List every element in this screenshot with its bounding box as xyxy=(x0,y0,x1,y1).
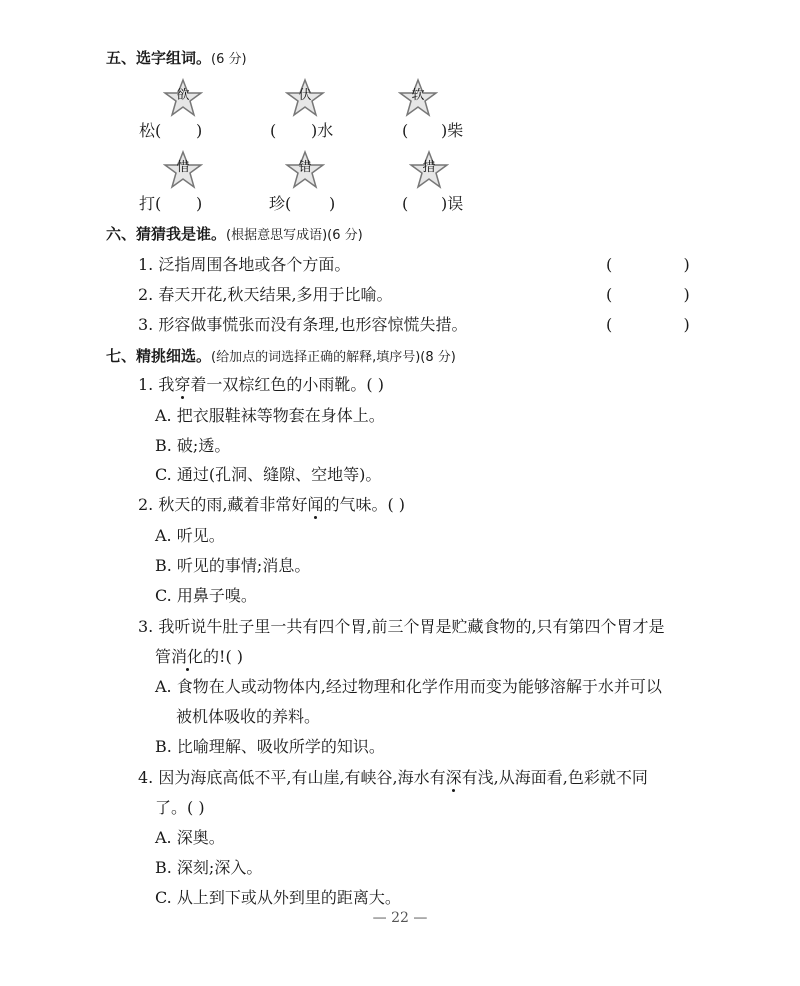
question-1: 1. 我穿着一双棕红色的小雨靴。( ) xyxy=(138,375,384,394)
q4-option-c: C. 从上到下或从外到里的距离大。 xyxy=(155,888,401,907)
blank-1-close: ) xyxy=(196,121,203,140)
star-char-4: 惜 xyxy=(163,150,203,190)
q2-option-b: B. 听见的事情;消息。 xyxy=(155,556,311,575)
blank-4-close: ) xyxy=(196,194,203,213)
question-3-line-1: 3. 我听说牛肚子里一共有四个胃,前三个胃是贮藏食物的,只有第四个胃才是 xyxy=(138,617,665,636)
dotted-word: 闻 xyxy=(307,495,324,514)
star-char-3: 软 xyxy=(398,78,438,118)
star-char-1: 欲 xyxy=(163,78,203,118)
blank-3-open: ( xyxy=(402,121,409,140)
question-3-line-2: 管消化的!( ) xyxy=(155,647,244,666)
answer-paren-3: ( ) xyxy=(606,315,690,334)
blank-3-close: )柴 xyxy=(441,121,464,140)
q3-option-b: B. 比喻理解、吸收所学的知识。 xyxy=(155,737,385,756)
section6-item-3: 3. 形容做事慌张而没有条理,也形容惊慌失措。 xyxy=(138,315,468,334)
page-number: — 22 — xyxy=(372,910,428,926)
q2-option-a: A. 听见。 xyxy=(155,526,225,545)
q2-option-c: C. 用鼻子嗅。 xyxy=(155,586,257,605)
blank-1-open: 松( xyxy=(139,121,162,140)
q1-option-b: B. 破;透。 xyxy=(155,436,231,455)
section6-item-1: 1. 泛指周围各地或各个方面。 xyxy=(138,255,351,274)
blank-6-open: ( xyxy=(402,194,409,213)
question-4-line-2: 了。( ) xyxy=(155,798,205,817)
section6-heading: 六、猜猜我是谁。(根据意思写成语)(6 分) xyxy=(106,225,363,243)
q3-option-a: A. 食物在人或动物体内,经过物理和化学作用而变为能够溶解于水并可以 xyxy=(155,677,662,696)
section6-item-2: 2. 春天开花,秋天结果,多用于比喻。 xyxy=(138,285,393,304)
star-char-5: 错 xyxy=(285,150,325,190)
blank-5-open: 珍( xyxy=(269,194,292,213)
dotted-word: 深 xyxy=(445,768,462,787)
question-2: 2. 秋天的雨,藏着非常好闻的气味。( ) xyxy=(138,495,406,514)
section7-heading: 七、精挑细选。(给加点的词选择正确的解释,填序号)(8 分) xyxy=(106,347,456,365)
blank-2-close: )水 xyxy=(311,121,334,140)
q3-option-a-cont: 被机体吸收的养料。 xyxy=(176,707,321,726)
q1-option-c: C. 通过(孔洞、缝隙、空地等)。 xyxy=(155,465,382,484)
q4-option-b: B. 深刻;深入。 xyxy=(155,858,263,877)
star-char-6: 措 xyxy=(409,150,449,190)
section5-heading: 五、选字组词。(6 分) xyxy=(106,49,247,67)
answer-paren-2: ( ) xyxy=(606,285,690,304)
answer-paren-1: ( ) xyxy=(606,255,690,274)
blank-2-open: ( xyxy=(270,121,277,140)
blank-5-close: ) xyxy=(329,194,336,213)
dotted-word: 穿 xyxy=(174,375,191,394)
dotted-word: 消化 xyxy=(171,647,204,666)
q4-option-a: A. 深奥。 xyxy=(155,828,225,847)
star-char-2: 伏 xyxy=(285,78,325,118)
blank-6-close: )误 xyxy=(441,194,464,213)
question-4-line-1: 4. 因为海底高低不平,有山崖,有峡谷,海水有深有浅,从海面看,色彩就不同 xyxy=(138,768,648,787)
blank-4-open: 打( xyxy=(139,194,162,213)
q1-option-a: A. 把衣服鞋袜等物套在身体上。 xyxy=(155,406,385,425)
